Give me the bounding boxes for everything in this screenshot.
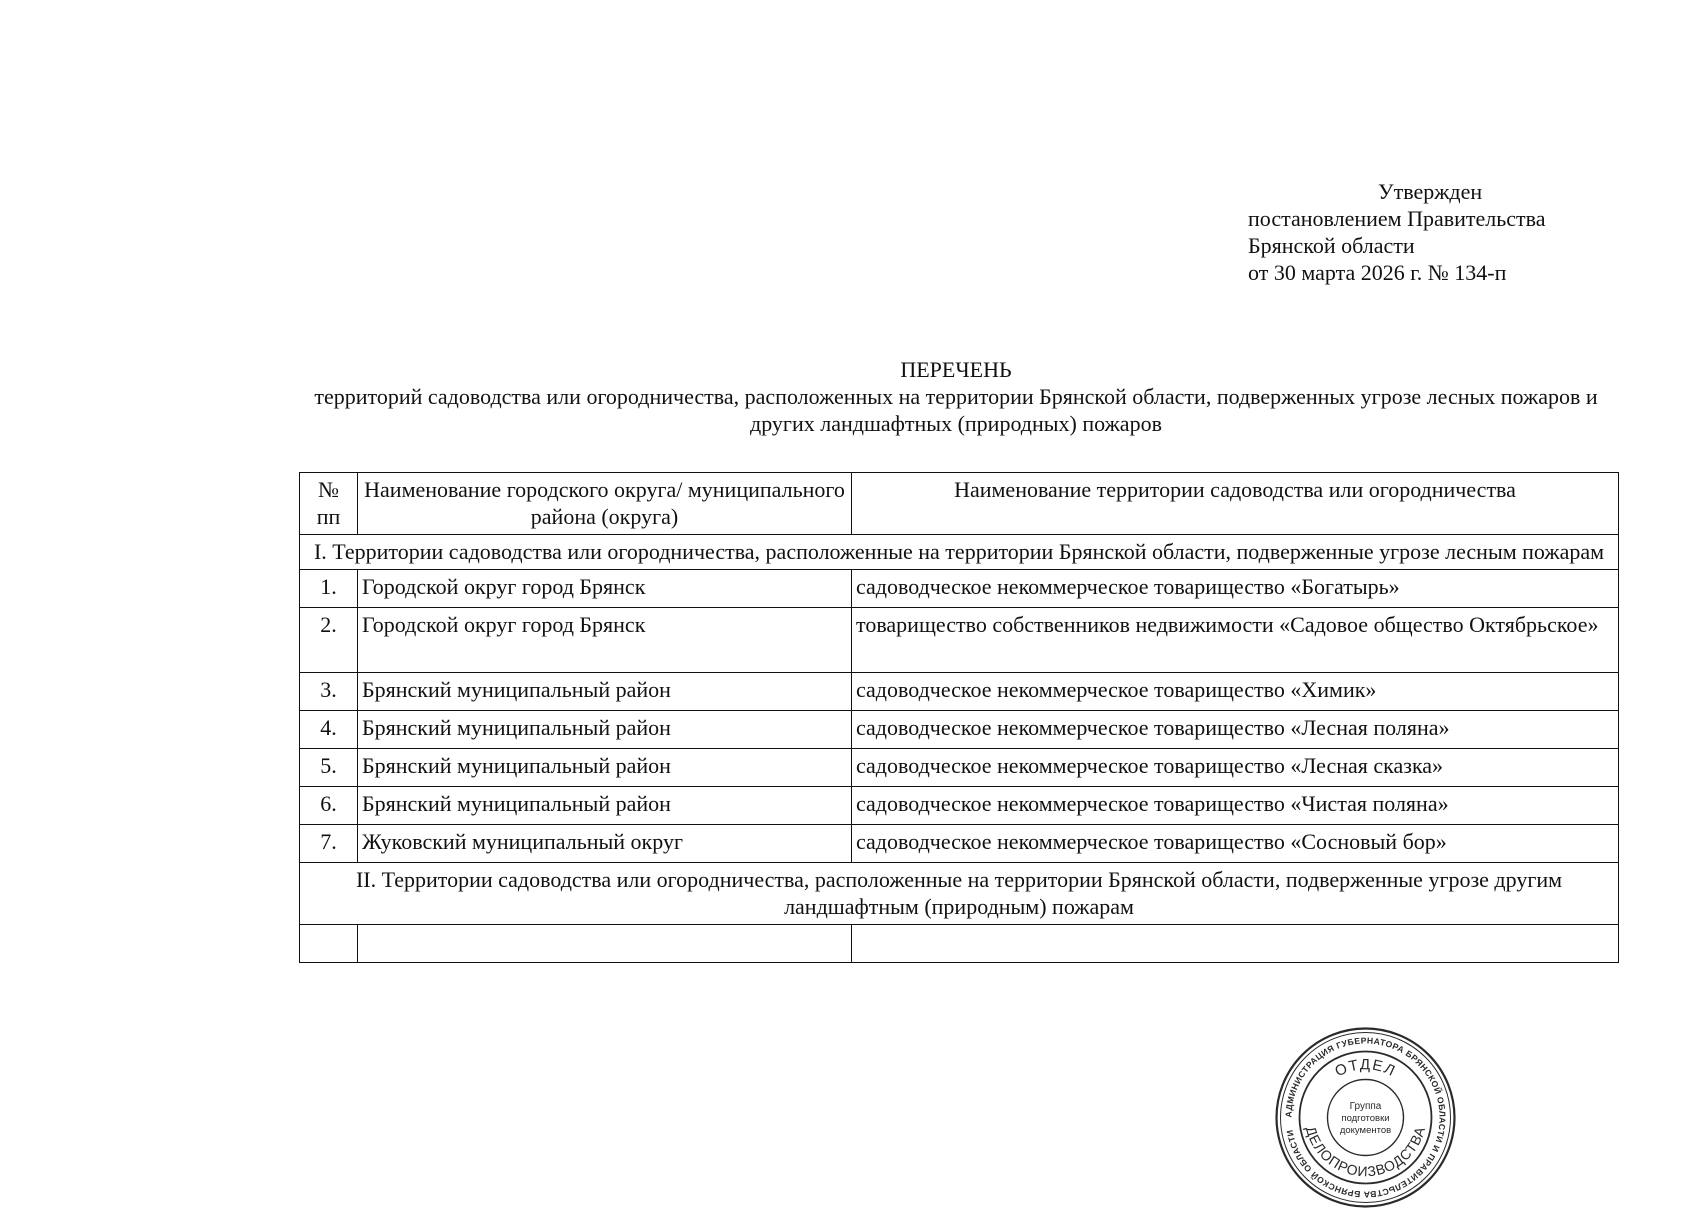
approval-line-date-number: от 30 марта 2026 г. № 134-п [1248,260,1507,285]
seal-center-line-2: подготовки [1341,1113,1390,1124]
approval-line-region: Брянской области [1248,233,1415,258]
table-row [300,570,1619,608]
seal-center-line-3: документов [1339,1125,1392,1136]
seal-arc-top: ОТДЕЛ [1332,1056,1399,1081]
table-header-row [300,473,1619,535]
document-heading [296,356,1616,437]
row-number: 2. [300,608,358,673]
row-territory: садоводческое некоммерческое товарищество «Чистая поляна» [852,787,1619,825]
approval-line-approved: Утвержден [1378,179,1483,204]
approval-block [1248,178,1546,286]
row-district: Городской округ город Брянск [358,570,852,608]
table-row [300,608,1619,673]
row-district: Брянский муниципальный район [358,787,852,825]
row-territory: садоводческое некоммерческое товарищество «Сосновый бор» [852,825,1619,863]
approval-line-resolution: постановлением Правительства [1248,206,1546,231]
header-number: № пп [300,473,358,535]
section-row [300,535,1619,570]
row-number: 6. [300,787,358,825]
document-subtitle: территорий садоводства или огородничества, расположенных на территории Брянской области, подверженных угрозе лесных пожаров и других ландшафтных (природных) пожаров [314,384,1598,436]
seal-graphic [1273,1025,1458,1210]
row-territory: садоводческое некоммерческое товарищество «Лесная сказка» [852,749,1619,787]
empty-cell [358,925,852,963]
header-district: Наименование городского округа/ муниципального района (округа) [358,473,852,535]
row-district: Жуковский муниципальный округ [358,825,852,863]
row-territory: садоводческое некоммерческое товарищество «Богатырь» [852,570,1619,608]
seal-center-line-1: Группа [1349,1101,1382,1112]
row-number: 5. [300,749,358,787]
row-district: Брянский муниципальный район [358,673,852,711]
section-heading-landscape-fires: II. Территории садоводства или огородничества, расположенные на территории Брянской области, подверженные угрозе другим ландшафтным (природным) пожарам [300,863,1619,925]
official-seal [1273,1025,1458,1210]
document-title: ПЕРЕЧЕНЬ [900,357,1012,382]
seal-ring-text: АДМИНИСТРАЦИЯ ГУБЕРНАТОРА БРЯНСКОЙ ОБЛАСТИ И ПРАВИТЕЛЬСТВА БРЯНСКОЙ ОБЛАСТИ [1283,1035,1448,1200]
section-row [300,863,1619,925]
row-territory: садоводческое некоммерческое товарищество «Химик» [852,673,1619,711]
empty-cell [852,925,1619,963]
header-territory: Наименование территории садоводства или огородничества [852,473,1619,535]
row-territory: садоводческое некоммерческое товарищество «Лесная поляна» [852,711,1619,749]
row-district: Городской округ город Брянск [358,608,852,673]
row-number: 3. [300,673,358,711]
row-number: 7. [300,825,358,863]
table-row [300,825,1619,863]
empty-cell [300,925,358,963]
row-number: 4. [300,711,358,749]
table-row [300,749,1619,787]
row-territory: товарищество собственников недвижимости «Садовое общество Октябрьское» [852,608,1619,673]
row-district: Брянский муниципальный район [358,711,852,749]
table-row [300,673,1619,711]
table-row [300,787,1619,825]
table-row-empty [300,925,1619,963]
seal-arc-bottom: ДЕЛОПРОИЗВОДСТВА [1302,1124,1429,1180]
row-number: 1. [300,570,358,608]
section-heading-forest-fires: I. Территории садоводства или огородничества, расположенные на территории Брянской области, подверженные угрозе лесным пожарам [300,535,1619,570]
territories-table [299,472,1619,963]
table-row [300,711,1619,749]
row-district: Брянский муниципальный район [358,749,852,787]
